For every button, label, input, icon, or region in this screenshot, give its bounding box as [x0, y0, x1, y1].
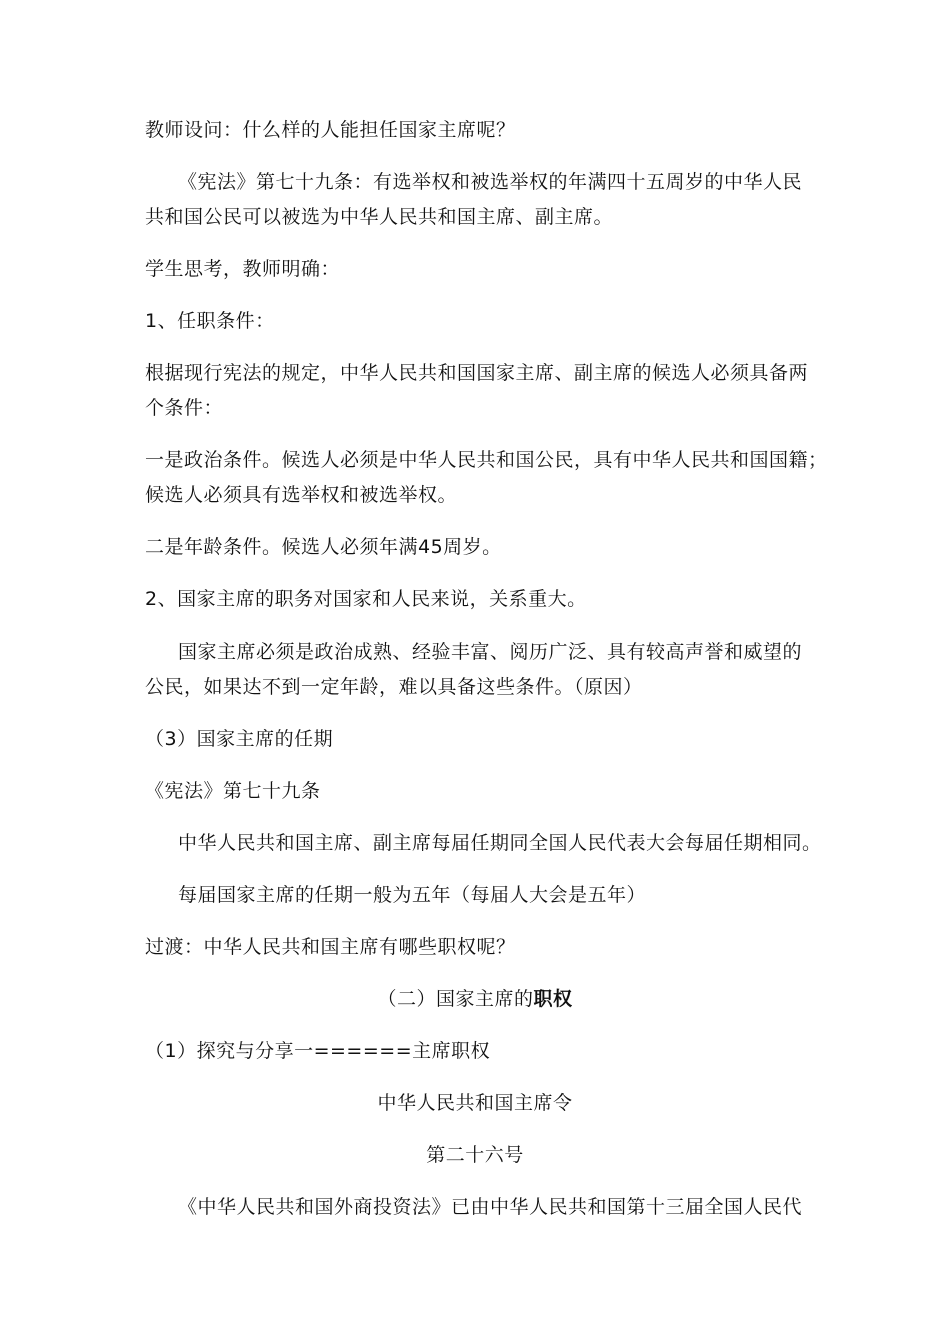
constitution-article-79-ref: 《宪法》第七十九条: [145, 780, 321, 802]
section-heading-prefix: （二）国家主席的: [377, 988, 534, 1010]
political-condition-line-1: 一是政治条件。候选人必须是中华人民共和国公民，具有中华人民共和国国籍；: [145, 449, 828, 471]
foreign-investment-law-line: 《中华人民共和国外商投资法》已由中华人民共和国第十三届全国人民代: [178, 1196, 803, 1218]
term-statement: 中华人民共和国主席、副主席每届任期同全国人民代表大会每届任期相同。: [178, 832, 822, 854]
constitution-article-79-line-1: 《宪法》第七十九条：有选举权和被选举权的年满四十五周岁的中华人民: [178, 171, 803, 193]
transition-question: 过渡：中华人民共和国主席有哪些职权呢？: [145, 936, 516, 958]
reason-line-2: 公民，如果达不到一定年龄，难以具备这些条件。（原因）: [145, 676, 643, 698]
term-length: 每届国家主席的任期一般为五年（每届人大会是五年）: [178, 884, 647, 906]
student-think: 学生思考，教师明确：: [145, 258, 341, 280]
political-condition-line-2: 候选人必须具有选举权和被选举权。: [145, 484, 458, 506]
presidential-order-title: 中华人民共和国主席令: [377, 1092, 573, 1114]
reason-line-1: 国家主席必须是政治成熟、经验丰富、阅历广泛、具有较高声誉和威望的: [178, 641, 803, 663]
qualification-intro-line-2: 个条件：: [145, 397, 224, 419]
explore-share-heading: （1）探究与分享一======主席职权: [145, 1040, 491, 1062]
heading-term: （3）国家主席的任期: [145, 728, 334, 750]
age-condition: 二是年龄条件。候选人必须年满45周岁。: [145, 536, 502, 558]
importance-statement: 2、国家主席的职务对国家和人民来说，关系重大。: [145, 588, 587, 610]
presidential-order-number: 第二十六号: [426, 1144, 524, 1166]
section-heading-bold: 职权: [533, 988, 573, 1010]
constitution-article-79-line-2: 共和国公民可以被选为中华人民共和国主席、副主席。: [145, 206, 614, 228]
qualification-intro-line-1: 根据现行宪法的规定，中华人民共和国国家主席、副主席的候选人必须具备两: [145, 362, 809, 384]
teacher-question: 教师设问：什么样的人能担任国家主席呢？: [145, 119, 516, 141]
heading-qualification: 1、任职条件：: [145, 310, 275, 332]
section-heading-powers: [0, 985, 950, 1013]
